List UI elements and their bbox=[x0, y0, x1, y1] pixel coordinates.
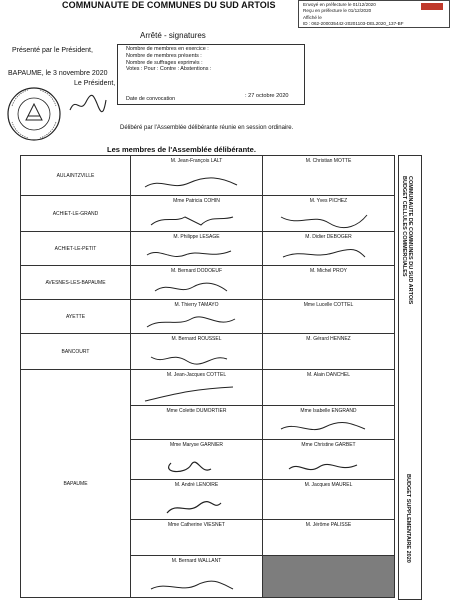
member-name: Mme Patricia COHIN bbox=[173, 198, 220, 204]
table-row bbox=[21, 300, 395, 334]
member-name: M. Philippe LESAGE bbox=[173, 234, 220, 240]
signature-icon bbox=[141, 211, 241, 229]
signature-icon bbox=[141, 577, 241, 595]
signature-icon bbox=[141, 245, 241, 263]
page-title: COMMUNAUTE DE COMMUNES DU SUD ARTOIS bbox=[62, 0, 276, 10]
member-name: Mme Catherine VIESNET bbox=[168, 522, 225, 528]
member-name: M. Bernard DODOEUF bbox=[170, 268, 223, 274]
side-label-org: COMMUNAUTE DE COMMUNES DU SUD ARTOIS bbox=[407, 176, 413, 305]
member-cell bbox=[131, 156, 263, 196]
signature-icon bbox=[141, 385, 241, 403]
member-cell bbox=[131, 520, 263, 556]
side-label-budget: BUDGET CELLULES COMMERCIALES bbox=[401, 176, 407, 277]
signature-icon bbox=[141, 175, 241, 193]
member-cell bbox=[263, 196, 395, 232]
member-cell bbox=[131, 232, 263, 266]
member-name: M. Jean-Jacques COTTEL bbox=[166, 372, 227, 378]
votes-expressed: Nombre de suffrages exprimés : bbox=[126, 59, 203, 66]
members-title: Les membres de l'Assemblée délibérante. bbox=[107, 145, 256, 154]
member-name: M. Alain DANCHEL bbox=[306, 372, 351, 378]
member-name: M. Bernard ROUSSEL bbox=[171, 336, 222, 342]
member-cell bbox=[263, 156, 395, 196]
stamp-line: Affiché le bbox=[303, 14, 322, 20]
prefecture-logo-icon bbox=[421, 3, 443, 10]
signature-icon bbox=[141, 499, 241, 517]
signature-icon bbox=[273, 211, 373, 229]
president-role: Le Président, bbox=[74, 80, 116, 87]
member-cell bbox=[263, 266, 395, 300]
members-present: Nombre de membres présents : bbox=[126, 52, 202, 59]
member-cell bbox=[131, 480, 263, 520]
member-name: M. Thierry TAMAYO bbox=[174, 302, 219, 308]
stamp-line: ID : 062-200035442-20201103-DEL2020_137-BF bbox=[303, 20, 404, 26]
member-cell bbox=[263, 300, 395, 334]
member-cell bbox=[263, 440, 395, 480]
page-subtitle: Arrêté - signatures bbox=[140, 31, 206, 40]
member-cell bbox=[263, 370, 395, 406]
commune-name: AYETTE bbox=[21, 300, 131, 334]
table-row bbox=[21, 266, 395, 300]
prefecture-stamp bbox=[298, 0, 450, 28]
table-row bbox=[21, 156, 395, 196]
member-cell bbox=[131, 334, 263, 370]
signature-icon bbox=[141, 313, 241, 331]
member-name: Mme Christine GARBET bbox=[301, 442, 356, 448]
member-cell bbox=[131, 556, 263, 598]
members-in-office: Nombre de membres en exercice : bbox=[126, 46, 209, 52]
member-cell bbox=[131, 196, 263, 232]
member-name: M. Jérôme PALISSE bbox=[305, 522, 352, 528]
official-seal-icon bbox=[6, 86, 62, 142]
table-row bbox=[21, 334, 395, 370]
signature-icon bbox=[273, 245, 373, 263]
blank-cell bbox=[263, 556, 395, 598]
president-signature-icon bbox=[68, 92, 108, 116]
member-cell bbox=[131, 370, 263, 406]
commune-name: AVESNES-LES-BAPAUME bbox=[21, 266, 131, 300]
side-label-column bbox=[398, 155, 422, 600]
place-date: BAPAUME, le 3 novembre 2020 bbox=[8, 70, 108, 77]
table-row bbox=[21, 196, 395, 232]
stamp-line: Envoyé en préfecture le 01/12/2020 bbox=[303, 2, 376, 7]
member-name: M. Jean-François LALT bbox=[170, 158, 223, 164]
commune-name: ACHIET-LE-GRAND bbox=[21, 196, 131, 232]
member-name: M. Christian MOTTE bbox=[305, 158, 352, 164]
member-cell bbox=[131, 266, 263, 300]
side-label-bottom: BUDGET SUPPLEMENTAIRE 2020 bbox=[405, 474, 411, 563]
member-name: Mme Colette DUMORTIER bbox=[166, 408, 227, 414]
member-name: M. André LENOIRE bbox=[174, 482, 219, 488]
member-name: Mme Isabelle ENGRAND bbox=[300, 408, 357, 414]
member-cell bbox=[263, 406, 395, 440]
convocation-label: Date de convocation bbox=[126, 96, 176, 102]
member-cell bbox=[131, 440, 263, 480]
member-name: M. Didier DEBOGER bbox=[305, 234, 352, 240]
side-label-top bbox=[401, 176, 413, 304]
convocation-date: : 27 octobre 2020 bbox=[245, 93, 289, 99]
commune-name: BANCOURT bbox=[21, 334, 131, 370]
signature-icon bbox=[273, 419, 373, 437]
member-name: M. Bernard WALLANT bbox=[171, 558, 222, 564]
table-row bbox=[21, 370, 395, 406]
deliberation-text: Délibéré par l'Assemblée délibérante réunie en session ordinaire. bbox=[120, 125, 294, 131]
signature-icon bbox=[141, 349, 241, 367]
signature-table bbox=[20, 155, 395, 598]
vote-tally: Votes : Pour : Contre : Abstentions : bbox=[126, 66, 212, 73]
member-cell bbox=[131, 406, 263, 440]
member-name: Mme Maryse GARNIER bbox=[169, 442, 224, 448]
stamp-line: Reçu en préfecture le 01/12/2020 bbox=[303, 8, 372, 14]
signature-icon bbox=[141, 279, 241, 297]
member-name: Mme Lucelle COTTEL bbox=[303, 302, 354, 308]
table-row bbox=[21, 232, 395, 266]
member-cell bbox=[131, 300, 263, 334]
commune-name: ACHIET-LE-PETIT bbox=[21, 232, 131, 266]
member-cell bbox=[263, 334, 395, 370]
presented-by: Présenté par le Président, bbox=[12, 47, 93, 54]
member-cell bbox=[263, 480, 395, 520]
member-cell bbox=[263, 232, 395, 266]
member-cell bbox=[263, 520, 395, 556]
commune-name: AULAINTZVILLE bbox=[21, 156, 131, 196]
member-name: M. Michel PROY bbox=[310, 268, 347, 274]
member-name: M. Gérard HENNEZ bbox=[306, 336, 351, 342]
signature-icon bbox=[141, 459, 241, 477]
member-name: M. Jacques MAUREL bbox=[304, 482, 353, 488]
member-name: M. Yves PICHEZ bbox=[309, 198, 348, 204]
signature-icon bbox=[273, 459, 373, 477]
commune-name: BAPAUME bbox=[21, 370, 131, 598]
